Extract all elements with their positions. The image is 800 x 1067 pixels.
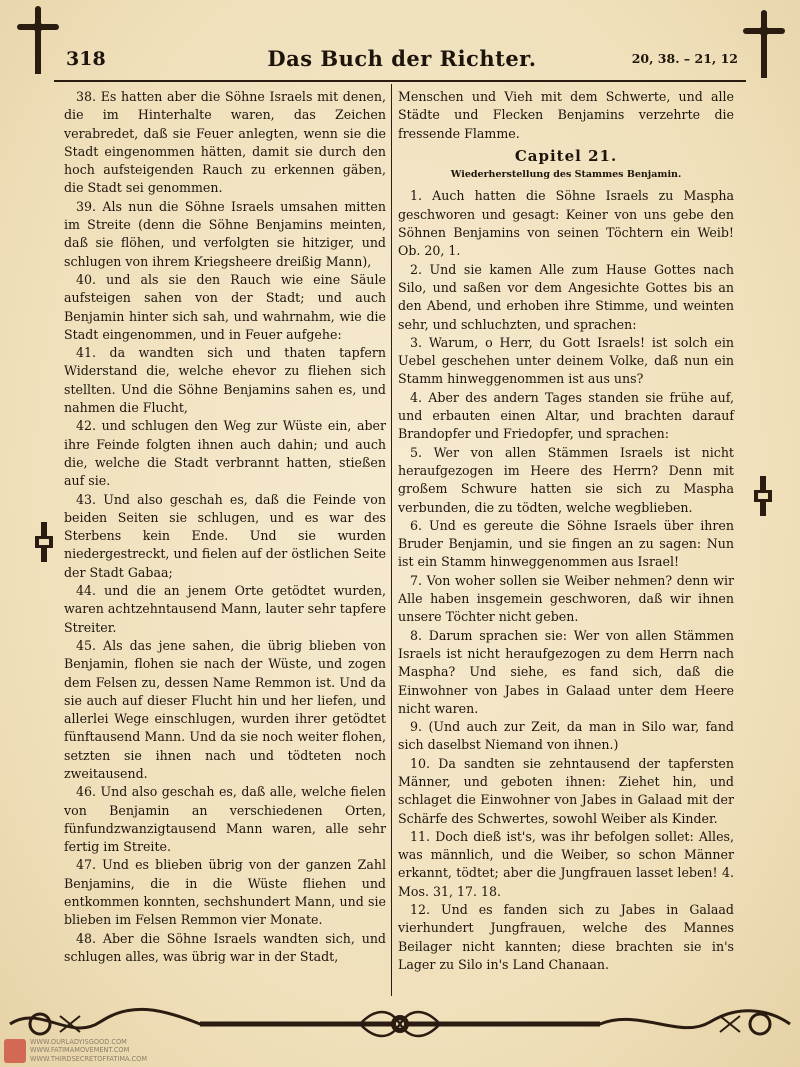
chapter-heading: Capitel 21. xyxy=(514,146,618,165)
verse: 7. Von woher sollen sie Weiber nehmen? denn wir Alle haben insgemein geschworen, daß wir ihnen unsere Töchter nicht geben. xyxy=(398,572,734,625)
verse: 3. Warum, o Herr, du Gott Israels! ist solch ein Uebel geschehen unter deinem Volke, daß nun ein Stamm hinweggenommen ist aus uns? xyxy=(398,334,734,387)
side-ornament-icon-right xyxy=(751,476,775,516)
verse: 45. Als das jene sahen, die übrig blieben von Benjamin, flohen sie nach der Wüste, und zogen dem Felsen zu, dessen Name Remmon ist. Und da sie auch auf dieser Flucht hin und her liefen, und allerlei Wege einschlugen, wurden ihrer getödtet fünftausend Mann. Und da sie noch weiter flohen, setzten sie ihnen nach und tödteten noch zweitausend. xyxy=(64,637,386,781)
verse: 5. Wer von allen Stämmen Israels ist nicht heraufgezogen im Heere des Herrn? Denn mit großem Schwure hatten sie sich zu Maspha verbunden, die zu tödten, welche wegblieben. xyxy=(398,444,734,515)
verse: 1. Auch hatten die Söhne Israels zu Maspha geschworen und gesagt: Keiner von uns gebe den Söhnen Benjamins von seinen Töchtern ein Weib! Ob. 20, 1. xyxy=(398,188,734,259)
verse: 8. Darum sprachen sie: Wer von allen Stämmen Israels ist nicht heraufgezogen zu dem Herrn nach Maspha? Und siehe, es fand sich, daß die Einwohner von Jabes in Galaad unter dem Heere nicht waren. xyxy=(398,627,734,716)
watermark-line[interactable]: WWW.OURLADYISGOOD.COM xyxy=(30,1038,127,1046)
left-column xyxy=(64,88,386,966)
verse: 10. Da sandten sie zehntausend der tapfersten Männer, und geboten ihnen: Ziehet hin, und schlaget die Einwohner von Jabes in Galaad mit der Schärfe des Schwertes, sowohl Weiber als Kinder. xyxy=(398,755,734,826)
verse: 46. Und also geschah es, daß alle, welche fielen von Benjamin an verschiedenen Orten, fünfundzwanzigtausend Mann waren, alle sehr fertig im Streite. xyxy=(64,784,386,855)
verse: 2. Und sie kamen Alle zum Hause Gottes nach Silo, und saßen vor dem Angesichte Gottes bis an den Abend, und erhoben ihre Stimme, und weinten sehr, und schluchzten, und sprachen: xyxy=(398,261,734,332)
right-column xyxy=(398,88,734,974)
watermark-line[interactable]: WWW.THIRDSECRETOFFATIMA.COM xyxy=(30,1054,148,1063)
verse: 47. Und es blieben übrig von der ganzen Zahl Benjamins, die in die Wüste fliehen und entkommen konnten, sechshundert Mann, und sie blieben im Felsen Remmon vier Monate. xyxy=(64,857,386,928)
verse: 12. Und es fanden sich zu Jabes in Galaad vierhundert Jungfrauen, welche des Mannes Beilager nicht kannten; diese brachten sie in's Lager zu Silo in's Land Chanaan. xyxy=(398,902,734,972)
watermark-emblem-icon xyxy=(4,1039,26,1063)
verse: 39. Als nun die Söhne Israels umsahen mitten im Streite (denn die Söhne Benjamins meinten, daß sie flöhen, und verfolgten sie hitziger, und schlugen von ihrem Kriegsheere dreißig Mann), xyxy=(64,198,386,269)
page-header xyxy=(62,40,742,76)
column-divider xyxy=(391,84,392,996)
running-title: Das Buch der Richter. xyxy=(267,46,537,71)
verse: 38. Es hatten aber die Söhne Israels mit denen, die im Hinterhalte waren, das Zeichen verabredet, daß sie Feuer anlegten, wenn sie die Stadt eingenommen hätten, damit sie durch den hoch aufsteigenden Rauch zu erkennen gäben, die Stadt sei genommen. xyxy=(64,89,386,196)
verse: 44. und die an jenem Orte getödtet wurden, waren achtzehntausend Mann, lauter sehr tapfere Streiter. xyxy=(64,583,386,635)
verse: 4. Aber des andern Tages standen sie frühe auf, und erbauten einen Altar, und brachten darauf Brandopfer und Friedopfer, und sprachen: xyxy=(398,389,734,442)
verse: 11. Doch dieß ist's, was ihr befolgen sollet: Alles, was männlich, und die Weiber, so schon Männer erkannt, tödtet; aber die Jungfrauen lasset leben! 4. Mos. 31, 17. 18. xyxy=(398,828,734,899)
cross-ornament-icon-right xyxy=(742,10,786,80)
watermark xyxy=(4,1037,244,1065)
watermark-line[interactable]: WWW.FATIMAMOVEMENT.COM xyxy=(30,1046,130,1055)
verse: 48. Aber die Söhne Israels wandten sich, und schlugen alles, was übrig war in der Stadt, xyxy=(64,930,386,964)
verse: 42. und schlugen den Weg zur Wüste ein, aber ihre Feinde folgten ihnen auch dahin; und auch die, welche die Stadt verbrannt hatten, stießen auf sie. xyxy=(64,418,386,489)
chapter-summary: Wiederherstellung des Stammes Benjamin. xyxy=(450,169,682,181)
cross-ornament-icon-left xyxy=(16,6,60,76)
header-rule xyxy=(54,80,746,82)
verse-continuation: Menschen und Vieh mit dem Schwerte, und alle Städte und Flecken Benjamins verzehrte die fressende Flamme. xyxy=(398,89,734,141)
verse: 40. und als sie den Rauch wie eine Säule aufsteigen sahen von der Stadt; und auch Benjamin hinter sich sah, und wahrnahm, wie die Stadt eingenommen, und in Feuer aufgehe: xyxy=(64,271,386,342)
verse: 6. Und es gereute die Söhne Israels über ihren Bruder Benjamin, und sie fingen an zu sagen: Nun ist ein Stamm hinweggenommen aus Israel! xyxy=(398,517,734,570)
chapter-reference: 20, 38. – 21, 12 xyxy=(631,51,738,66)
page-number: 318 xyxy=(66,48,106,70)
verse: 9. (Und auch zur Zeit, da man in Silo war, fand sich daselbst Niemand von ihnen.) xyxy=(398,719,734,753)
verse: 41. da wandten sich und thaten tapfern Widerstand die, welche ehevor zu fliehen sich stellten. Und die Söhne Benjamins sahen es, und nahmen die Flucht, xyxy=(64,345,386,416)
verse: 43. Und also geschah es, daß die Feinde von beiden Seiten sie schlugen, und es war des Sterbens kein Ende. Und sie wurden niedergestreckt, und fielen auf der östlichen Seite der Stadt Gabaa; xyxy=(64,491,386,580)
side-ornament-icon-left xyxy=(32,522,56,562)
